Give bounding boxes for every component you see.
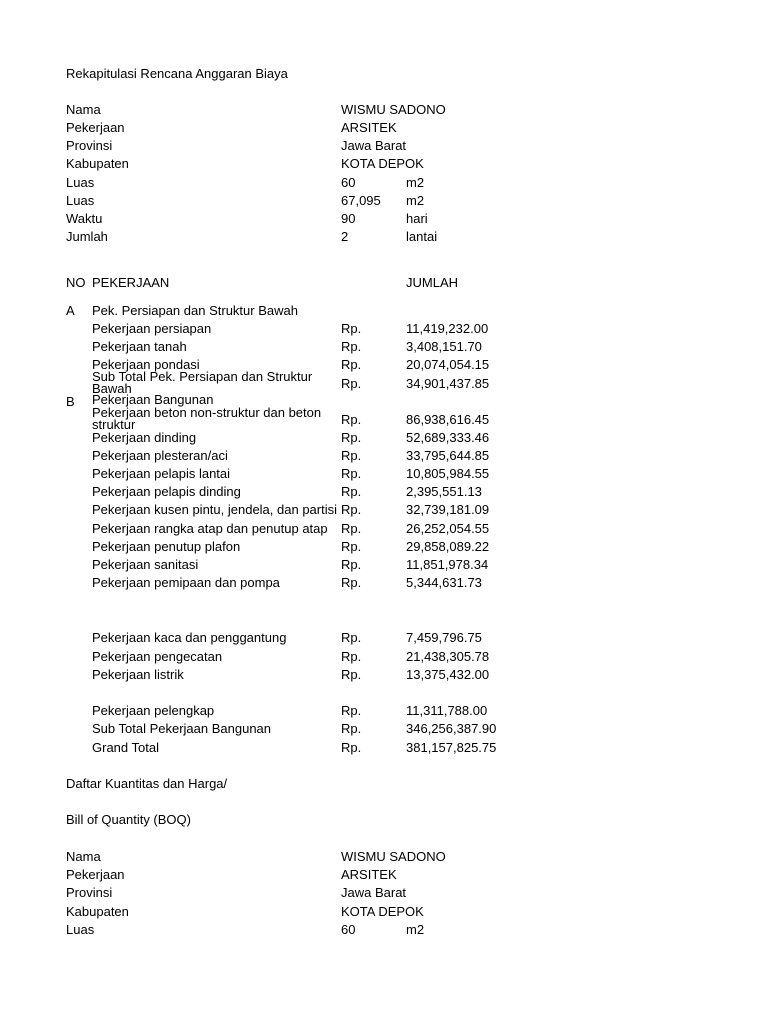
info-unit: m2	[406, 922, 425, 937]
info-value: 67,095	[341, 193, 381, 208]
item-amount: 2,395,551.13	[406, 484, 482, 499]
item-name: Pekerjaan pemipaan dan pompa	[92, 575, 280, 590]
item-name: Grand Total	[92, 740, 159, 755]
boq-title: Daftar Kuantitas dan Harga/	[66, 776, 228, 791]
info-label: Provinsi	[66, 138, 113, 153]
item-currency: Rp.	[341, 412, 362, 427]
item-name: Pekerjaan rangka atap dan penutup atap	[92, 521, 328, 536]
item-name: Pekerjaan plesteran/aci	[92, 448, 228, 463]
item-amount: 3,408,151.70	[406, 339, 482, 354]
item-currency: Rp.	[341, 539, 362, 554]
info-value: KOTA DEPOK	[341, 904, 424, 919]
info-value: 60	[341, 175, 356, 190]
item-amount: 7,459,796.75	[406, 630, 482, 645]
item-name: Pekerjaan dinding	[92, 430, 197, 445]
section-b-no: B	[66, 394, 75, 409]
info-label: Luas	[66, 193, 95, 208]
info-unit: m2	[406, 175, 425, 190]
item-amount: 10,805,984.55	[406, 466, 490, 481]
item-currency: Rp.	[341, 740, 362, 755]
item-name: Pekerjaan beton non-struktur dan beton struktur	[92, 405, 322, 432]
item-name: Pekerjaan pondasi	[92, 357, 200, 372]
item-currency: Rp.	[341, 484, 362, 499]
header-jumlah: JUMLAH	[406, 275, 459, 290]
info-value: ARSITEK	[341, 120, 397, 135]
item-amount: 86,938,616.45	[406, 412, 490, 427]
info-value: WISMU SADONO	[341, 102, 446, 117]
item-currency: Rp.	[341, 630, 362, 645]
item-currency: Rp.	[341, 721, 362, 736]
item-name: Pekerjaan kusen pintu, jendela, dan partisi	[92, 502, 337, 517]
section-a-title: Pek. Persiapan dan Struktur Bawah	[92, 303, 298, 318]
info-value: 90	[341, 211, 356, 226]
item-name: Sub Total Pekerjaan Bangunan	[92, 721, 272, 736]
item-currency: Rp.	[341, 703, 362, 718]
info-label: Pekerjaan	[66, 120, 125, 135]
info-value: KOTA DEPOK	[341, 156, 424, 171]
info-value: 2	[341, 229, 349, 244]
recap-title: Rekapitulasi Rencana Anggaran Biaya	[66, 66, 288, 81]
item-currency: Rp.	[341, 339, 362, 354]
item-amount: 52,689,333.46	[406, 430, 490, 445]
item-currency: Rp.	[341, 575, 362, 590]
section-a-no: A	[66, 303, 75, 318]
info-value: ARSITEK	[341, 867, 397, 882]
item-currency: Rp.	[341, 502, 362, 517]
item-amount: 34,901,437.85	[406, 376, 490, 391]
info-label: Luas	[66, 922, 95, 937]
info-label: Waktu	[66, 211, 103, 226]
header-pekerjaan: PEKERJAAN	[92, 275, 170, 290]
item-amount: 346,256,387.90	[406, 721, 497, 736]
info-value: Jawa Barat	[341, 138, 407, 153]
info-value: WISMU SADONO	[341, 849, 446, 864]
item-amount: 13,375,432.00	[406, 667, 490, 682]
item-amount: 21,438,305.78	[406, 649, 490, 664]
item-currency: Rp.	[341, 448, 362, 463]
item-name: Pekerjaan pelengkap	[92, 703, 215, 718]
item-name: Pekerjaan penutup plafon	[92, 539, 241, 554]
item-name: Pekerjaan pelapis lantai	[92, 466, 231, 481]
item-amount: 11,311,788.00	[406, 703, 488, 718]
info-label: Provinsi	[66, 885, 113, 900]
item-amount: 29,858,089.22	[406, 539, 490, 554]
header-no: NO	[66, 275, 86, 290]
item-amount: 20,074,054.15	[406, 357, 490, 372]
item-amount: 26,252,054.55	[406, 521, 490, 536]
item-name: Pekerjaan sanitasi	[92, 557, 199, 572]
boq-subtitle: Bill of Quantity (BOQ)	[66, 812, 191, 827]
info-label: Luas	[66, 175, 95, 190]
item-currency: Rp.	[341, 357, 362, 372]
info-label: Nama	[66, 849, 101, 864]
item-name: Pekerjaan kaca dan penggantung	[92, 630, 287, 645]
item-name: Pekerjaan pengecatan	[92, 649, 223, 664]
item-currency: Rp.	[341, 430, 362, 445]
info-value: 60	[341, 922, 356, 937]
item-currency: Rp.	[341, 667, 362, 682]
item-name: Pekerjaan persiapan	[92, 321, 212, 336]
item-currency: Rp.	[341, 321, 362, 336]
item-amount: 5,344,631.73	[406, 575, 482, 590]
info-value: Jawa Barat	[341, 885, 407, 900]
item-amount: 11,419,232.00	[406, 321, 489, 336]
info-unit: hari	[406, 211, 428, 226]
info-label: Kabupaten	[66, 156, 129, 171]
item-amount: 381,157,825.75	[406, 740, 497, 755]
info-label: Kabupaten	[66, 904, 129, 919]
item-amount: 32,739,181.09	[406, 502, 490, 517]
item-currency: Rp.	[341, 466, 362, 481]
item-currency: Rp.	[341, 557, 362, 572]
info-unit: m2	[406, 193, 425, 208]
item-currency: Rp.	[341, 376, 362, 391]
item-name: Pekerjaan listrik	[92, 667, 184, 682]
item-name: Pekerjaan tanah	[92, 339, 187, 354]
info-label: Nama	[66, 102, 101, 117]
item-currency: Rp.	[341, 521, 362, 536]
info-unit: lantai	[406, 229, 438, 244]
info-label: Pekerjaan	[66, 867, 125, 882]
item-amount: 11,851,978.34	[406, 557, 489, 572]
item-name: Pekerjaan pelapis dinding	[92, 484, 241, 499]
section-b-title: Pekerjaan Bangunan	[92, 392, 214, 407]
item-amount: 33,795,644.85	[406, 448, 490, 463]
item-currency: Rp.	[341, 649, 362, 664]
item-name: Sub Total Pek. Persiapan dan Struktur Bawah	[92, 369, 313, 396]
info-label: Jumlah	[66, 229, 108, 244]
